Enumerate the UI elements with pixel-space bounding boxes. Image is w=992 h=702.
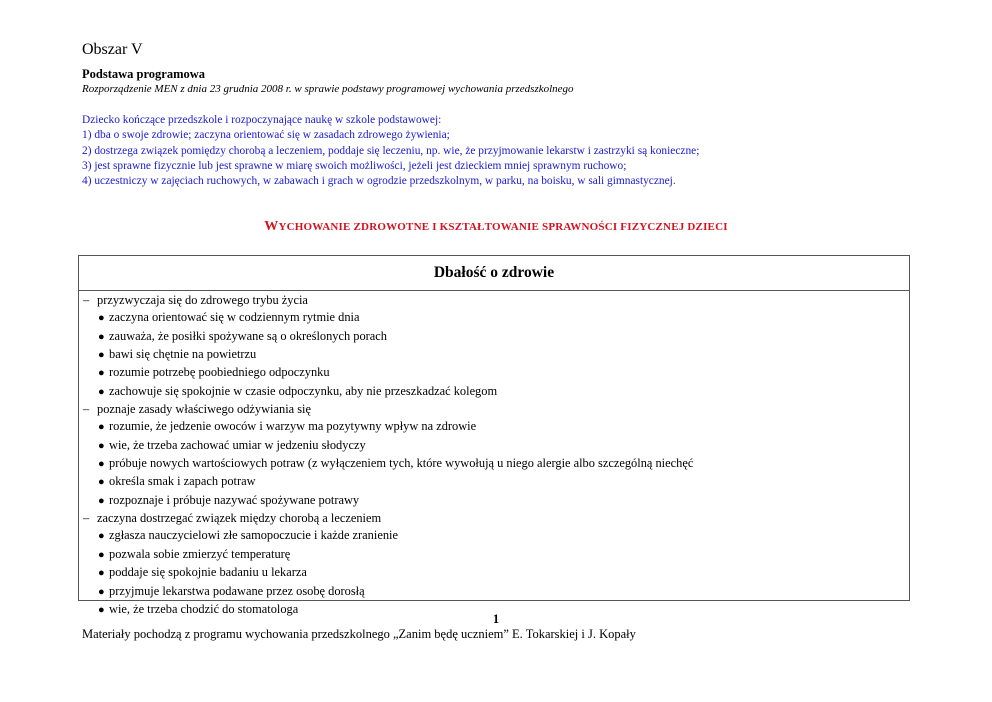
row-text: zgłasza nauczycielowi złe samopoczucie i każde zranienie xyxy=(109,528,398,543)
area-title: Obszar V xyxy=(82,41,143,58)
row-text: poznaje zasady właściwego odżywiania się xyxy=(97,402,311,417)
bullet-icon: ● xyxy=(98,530,105,543)
curriculum-requirements xyxy=(82,113,699,189)
requirements-intro: Dziecko kończące przedszkole i rozpoczynające naukę w szkole podstawowej: xyxy=(82,114,442,126)
requirement-item: 1) dba o swoje zdrowie; zaczyna orientować się w zasadach zdrowego żywienia; xyxy=(82,129,450,142)
skill-row xyxy=(83,364,909,382)
row-text: pozwala sobie zmierzyć temperaturę xyxy=(109,546,291,561)
page-number: 1 xyxy=(492,612,500,626)
bullet-icon: ● xyxy=(98,421,105,434)
bullet-icon: ● xyxy=(98,458,105,471)
skill-row xyxy=(83,455,909,473)
goal-row xyxy=(83,401,909,418)
requirement-item: 3) jest sprawne fizycznie lub jest sprawne w miarę swoich możliwości, jeżeli jest dzieckiem mniej sprawnym ruchowo; xyxy=(82,159,627,172)
row-text: zaczyna dostrzegać związek między chorobą a leczeniem xyxy=(97,511,382,526)
table-header: Dbałość o zdrowie xyxy=(79,256,909,291)
bullet-icon: ● xyxy=(98,349,105,362)
regulation-reference: Rozporządzenie MEN z dnia 23 grudnia 2008 r. w sprawie podstawy programowej wychowania przedszkolnego xyxy=(82,83,574,95)
health-care-table xyxy=(78,255,910,616)
requirement-item: 2) dostrzega związek pomiędzy chorobą a leczeniem, poddaje się leczeniu, np. wie, że przyjmowanie lekarstw i zastrzyki są konieczne; xyxy=(82,144,700,157)
skill-row xyxy=(83,473,909,491)
skill-row xyxy=(83,346,909,364)
skill-row xyxy=(83,492,909,510)
skill-row xyxy=(83,583,909,601)
table-body xyxy=(79,291,909,619)
skill-row xyxy=(83,309,909,327)
goal-row xyxy=(83,292,909,309)
row-text: rozumie potrzebę poobiedniego odpoczynku xyxy=(109,365,330,380)
bullet-icon: ● xyxy=(98,567,105,580)
bullet-icon: ● xyxy=(98,312,105,325)
skill-row xyxy=(83,437,909,455)
core-curriculum-heading: Podstawa programowa xyxy=(82,67,206,81)
section-title-initial: W xyxy=(264,219,279,234)
row-text: próbuje nowych wartościowych potraw (z wyłączeniem tych, które wywołują u niego alergie albo szczególną niechęć xyxy=(109,456,694,471)
bullet-icon: ● xyxy=(98,585,105,598)
row-text: przyzwyczaja się do zdrowego trybu życia xyxy=(97,293,308,307)
bullet-icon: ● xyxy=(98,476,105,489)
row-text: poddaje się spokojnie badaniu u lekarza xyxy=(109,565,307,580)
skill-row xyxy=(83,527,909,545)
section-title xyxy=(0,219,992,235)
row-text: zaczyna orientować się w codziennym rytmie dnia xyxy=(109,310,360,325)
skill-row xyxy=(83,418,909,436)
skill-row xyxy=(83,328,909,346)
bullet-icon: ● xyxy=(98,385,105,398)
skill-row xyxy=(83,546,909,564)
footer-note: Materiały pochodzą z programu wychowania przedszkolnego „Zanim będę uczniem” E. Tokarskiej i J. Kopały xyxy=(82,627,636,641)
dash-marker: – xyxy=(83,402,90,417)
bullet-icon: ● xyxy=(98,367,105,380)
bullet-icon: ● xyxy=(98,330,105,343)
row-text: rozumie, że jedzenie owoców i warzyw ma pozytywny wpływ na zdrowie xyxy=(109,419,477,434)
bullet-icon: ● xyxy=(98,439,105,452)
bullet-icon: ● xyxy=(98,548,105,561)
row-text: rozpoznaje i próbuje nazywać spożywane potrawy xyxy=(109,492,360,507)
row-text: zachowuje się spokojnie w czasie odpoczynku, aby nie przeszkadzać kolegom xyxy=(109,383,498,398)
section-title-rest: YCHOWANIE ZDROWOTNE I KSZTAŁTOWANIE SPRAWNOŚCI FIZYCZNEJ DZIECI xyxy=(278,221,728,233)
dash-marker: – xyxy=(83,293,90,307)
skill-row xyxy=(83,383,909,401)
row-text: bawi się chętnie na powietrzu xyxy=(109,347,257,362)
row-text: wie, że trzeba zachować umiar w jedzeniu słodyczy xyxy=(109,437,366,452)
goal-row xyxy=(83,510,909,527)
bullet-icon: ● xyxy=(98,603,105,616)
row-text: zauważa, że posiłki spożywane są o określonych porach xyxy=(109,328,387,343)
row-text: określa smak i zapach potraw xyxy=(109,474,256,489)
row-text: wie, że trzeba chodzić do stomatologa xyxy=(109,601,299,616)
row-text: przyjmuje lekarstwa podawane przez osobę dorosłą xyxy=(109,583,365,598)
requirement-item: 4) uczestniczy w zajęciach ruchowych, w zabawach i grach w ogrodzie przedszkolnym, w parku, na boisku, w sali gimnastycznej. xyxy=(82,175,676,188)
skill-row xyxy=(83,564,909,582)
dash-marker: – xyxy=(83,511,90,526)
bullet-icon: ● xyxy=(98,494,105,507)
